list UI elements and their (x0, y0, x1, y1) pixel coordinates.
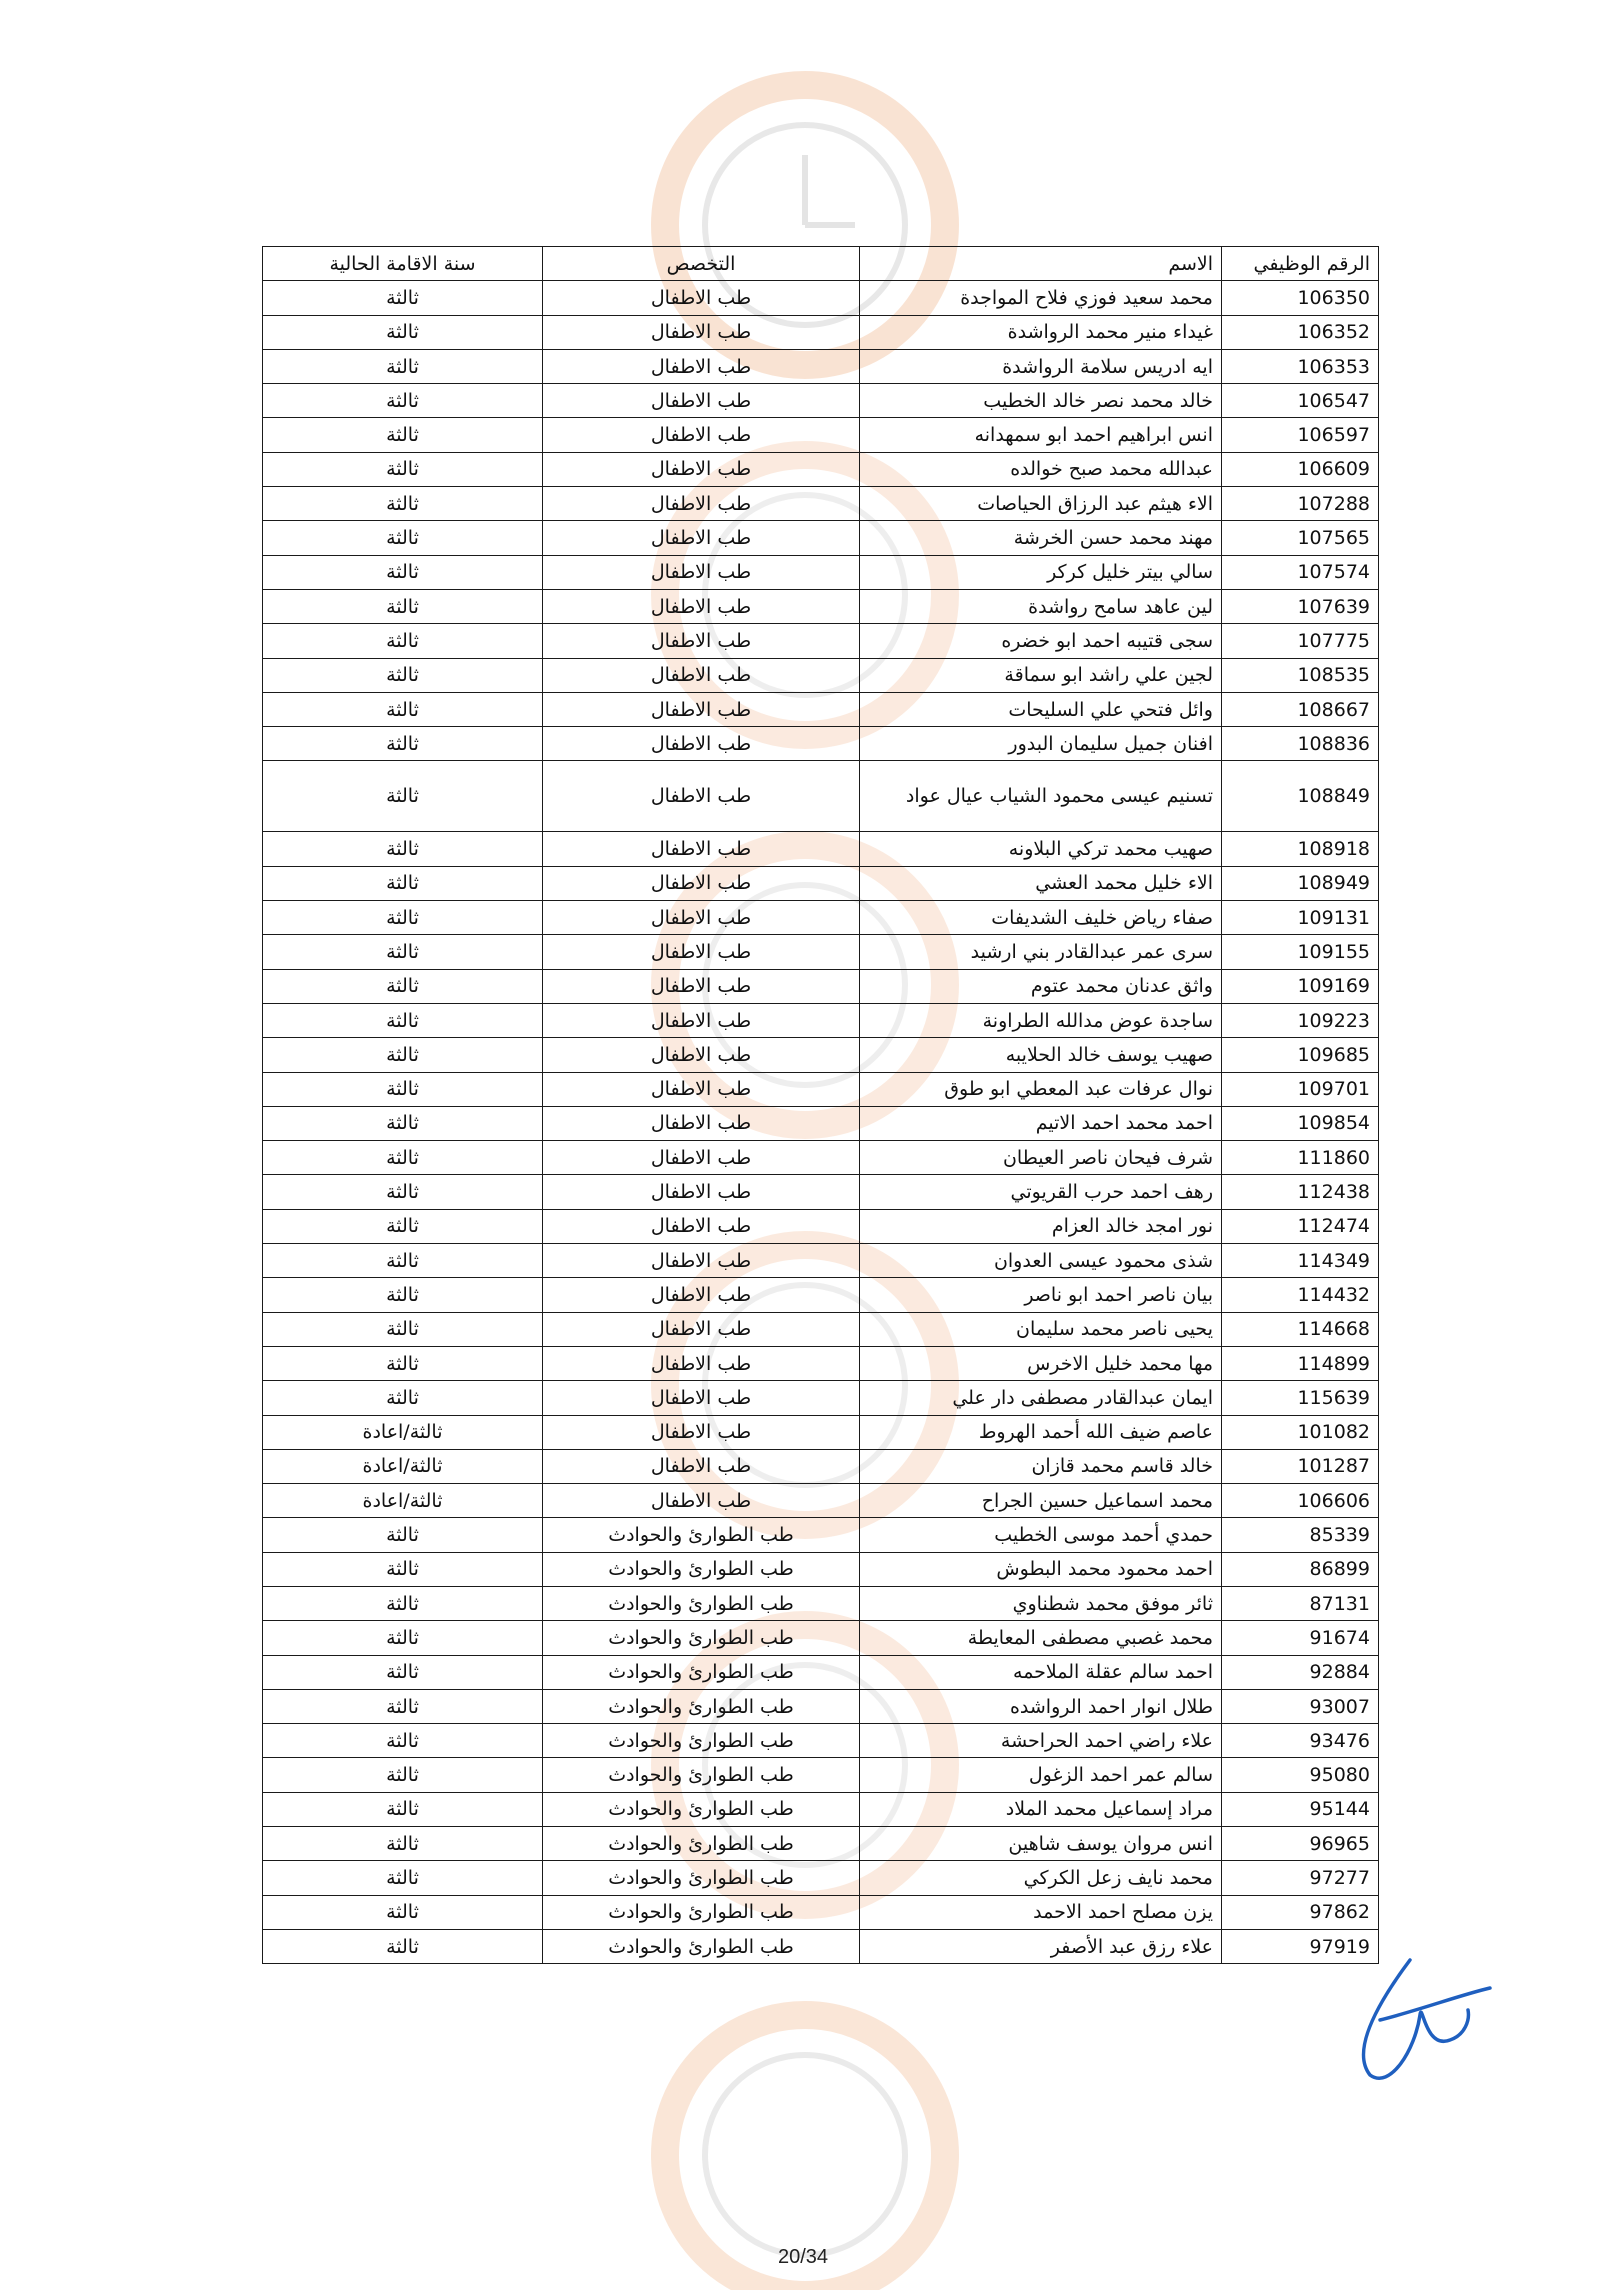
table-row (263, 624, 1379, 658)
name-cell: بيان ناصر احمد ابو ناصر (860, 1278, 1222, 1312)
specialty-cell: طب الطوارئ والحوادث (543, 1655, 860, 1689)
table-body (263, 281, 1379, 1964)
employee-id-cell: 109223 (1222, 1003, 1379, 1037)
name-cell: ايمان عبدالقادر مصطفى دار علي (860, 1381, 1222, 1415)
table-row (263, 1827, 1379, 1861)
residency-year-cell: ثالثة (263, 1724, 543, 1758)
residency-year-cell: ثالثة (263, 624, 543, 658)
residency-year-cell: ثالثة (263, 1106, 543, 1140)
specialty-cell: طب الطوارئ والحوادث (543, 1758, 860, 1792)
table-row (263, 1895, 1379, 1929)
residency-year-cell: ثالثة (263, 1312, 543, 1346)
table-header-row (263, 247, 1379, 281)
name-cell: وائل فتحي علي السليحات (860, 692, 1222, 726)
name-cell: مها محمد خليل الاخرس (860, 1346, 1222, 1380)
table-row (263, 692, 1379, 726)
residency-year-cell: ثالثة (263, 1141, 543, 1175)
residency-year-cell: ثالثة (263, 487, 543, 521)
specialty-cell: طب الطوارئ والحوادث (543, 1552, 860, 1586)
residency-year-cell: ثالثة (263, 901, 543, 935)
residency-year-cell: ثالثة (263, 418, 543, 452)
employee-id-cell: 109169 (1222, 969, 1379, 1003)
name-cell: غيداء منير محمد الرواشدة (860, 315, 1222, 349)
name-cell: علاء رزق عبد الأصفر (860, 1929, 1222, 1963)
specialty-cell: طب الاطفال (543, 727, 860, 761)
table-row (263, 349, 1379, 383)
employee-id-cell: 107565 (1222, 521, 1379, 555)
table-row (263, 589, 1379, 623)
table-row (263, 1724, 1379, 1758)
table-row (263, 1072, 1379, 1106)
name-cell: شذى محمود عيسى العدوان (860, 1244, 1222, 1278)
residency-year-cell: ثالثة (263, 1655, 543, 1689)
table-row (263, 1552, 1379, 1586)
employee-id-cell: 106606 (1222, 1484, 1379, 1518)
name-cell: محمد نايف زعل الكركي (860, 1861, 1222, 1895)
name-cell: الاء خليل محمد العشي (860, 866, 1222, 900)
employee-id-cell: 97277 (1222, 1861, 1379, 1895)
specialty-cell: طب الاطفال (543, 1209, 860, 1243)
specialty-cell: طب الاطفال (543, 589, 860, 623)
specialty-cell: طب الطوارئ والحوادث (543, 1689, 860, 1723)
employee-id-cell: 106352 (1222, 315, 1379, 349)
employee-id-cell: 108535 (1222, 658, 1379, 692)
specialty-cell: طب الاطفال (543, 555, 860, 589)
specialty-cell: طب الاطفال (543, 1346, 860, 1380)
employee-id-cell: 114349 (1222, 1244, 1379, 1278)
specialty-cell: طب الاطفال (543, 1106, 860, 1140)
specialty-cell: طب الاطفال (543, 1141, 860, 1175)
residency-year-cell: ثالثة (263, 349, 543, 383)
name-cell: تسنيم عيسى محمود الشياب عيال عواد (860, 761, 1222, 832)
table-row (263, 418, 1379, 452)
table-row (263, 1312, 1379, 1346)
name-cell: صفاء رياض خليف الشديفات (860, 901, 1222, 935)
specialty-cell: طب الاطفال (543, 1449, 860, 1483)
table-row (263, 1209, 1379, 1243)
table-row (263, 452, 1379, 486)
table-row (263, 1518, 1379, 1552)
table-row (263, 832, 1379, 866)
employee-id-cell: 93476 (1222, 1724, 1379, 1758)
specialty-cell: طب الاطفال (543, 832, 860, 866)
residency-year-cell: ثالثة (263, 1827, 543, 1861)
residency-year-cell: ثالثة/اعادة (263, 1449, 543, 1483)
table-row (263, 1586, 1379, 1620)
table-row (263, 487, 1379, 521)
table-row (263, 1244, 1379, 1278)
name-cell: رهف احمد حرب القريوتي (860, 1175, 1222, 1209)
specialty-cell: طب الطوارئ والحوادث (543, 1724, 860, 1758)
table-row (263, 521, 1379, 555)
specialty-cell: طب الاطفال (543, 281, 860, 315)
table-row (263, 1175, 1379, 1209)
specialty-cell: طب الطوارئ والحوادث (543, 1827, 860, 1861)
header-specialty: التخصص (543, 247, 860, 281)
header-name: الاسم (860, 247, 1222, 281)
employee-id-cell: 107288 (1222, 487, 1379, 521)
table-row (263, 761, 1379, 832)
name-cell: شرف فيحان ناصر العيطان (860, 1141, 1222, 1175)
employee-id-cell: 108949 (1222, 866, 1379, 900)
header-employee-id: الرقم الوظيفي (1222, 247, 1379, 281)
residency-year-cell: ثالثة (263, 315, 543, 349)
specialty-cell: طب الاطفال (543, 384, 860, 418)
specialty-cell: طب الاطفال (543, 1278, 860, 1312)
residency-year-cell: ثالثة (263, 1381, 543, 1415)
specialty-cell: طب الاطفال (543, 1244, 860, 1278)
specialty-cell: طب الاطفال (543, 1381, 860, 1415)
residency-year-cell: ثالثة (263, 1072, 543, 1106)
table-row (263, 1655, 1379, 1689)
table-row (263, 384, 1379, 418)
residency-year-cell: ثالثة (263, 589, 543, 623)
name-cell: مراد إسماعيل محمد الملاد (860, 1792, 1222, 1826)
name-cell: انس مروان يوسف شاهين (860, 1827, 1222, 1861)
name-cell: يحيى ناصر محمد سليمان (860, 1312, 1222, 1346)
name-cell: صهيب يوسف خالد الحلايبه (860, 1038, 1222, 1072)
employee-id-cell: 107775 (1222, 624, 1379, 658)
name-cell: ساجدة عوض مدالله الطراونة (860, 1003, 1222, 1037)
employee-id-cell: 106597 (1222, 418, 1379, 452)
table-row (263, 1758, 1379, 1792)
employee-id-cell: 101287 (1222, 1449, 1379, 1483)
employee-id-cell: 96965 (1222, 1827, 1379, 1861)
name-cell: محمد سعيد فوزي فلاح المواجدة (860, 281, 1222, 315)
employee-id-cell: 93007 (1222, 1689, 1379, 1723)
table-row (263, 658, 1379, 692)
name-cell: عبدالله محمد صبح خوالده (860, 452, 1222, 486)
specialty-cell: طب الاطفال (543, 969, 860, 1003)
specialty-cell: طب الاطفال (543, 866, 860, 900)
residency-year-cell: ثالثة (263, 692, 543, 726)
page-number: 20/34 (777, 2246, 829, 2268)
specialty-cell: طب الاطفال (543, 1003, 860, 1037)
specialty-cell: طب الاطفال (543, 315, 860, 349)
employee-id-cell: 101082 (1222, 1415, 1379, 1449)
employee-id-cell: 107574 (1222, 555, 1379, 589)
specialty-cell: طب الطوارئ والحوادث (543, 1895, 860, 1929)
residency-year-cell: ثالثة (263, 1038, 543, 1072)
name-cell: يزن مصلح احمد الاحمد (860, 1895, 1222, 1929)
name-cell: نوال عرفات عبد المعطي ابو طوق (860, 1072, 1222, 1106)
table-row (263, 281, 1379, 315)
name-cell: احمد محمد احمد الاتيم (860, 1106, 1222, 1140)
table-row (263, 969, 1379, 1003)
residency-year-cell: ثالثة (263, 1929, 543, 1963)
specialty-cell: طب الاطفال (543, 935, 860, 969)
name-cell: خالد قاسم محمد قازان (860, 1449, 1222, 1483)
name-cell: علاء راضي احمد الحراحشة (860, 1724, 1222, 1758)
name-cell: لين عاهد سامح رواشدة (860, 589, 1222, 623)
residency-year-cell: ثالثة (263, 1244, 543, 1278)
residency-year-cell: ثالثة (263, 1758, 543, 1792)
specialty-cell: طب الاطفال (543, 418, 860, 452)
residency-year-cell: ثالثة (263, 1689, 543, 1723)
name-cell: ايه ادريس سلامة الرواشدة (860, 349, 1222, 383)
residency-year-cell: ثالثة (263, 935, 543, 969)
employee-id-cell: 97862 (1222, 1895, 1379, 1929)
table-row (263, 901, 1379, 935)
table-row (263, 1621, 1379, 1655)
name-cell: مهند محمد حسن الخرشة (860, 521, 1222, 555)
name-cell: صهيب محمد تركي البلاونه (860, 832, 1222, 866)
employee-id-cell: 115639 (1222, 1381, 1379, 1415)
residency-year-cell: ثالثة (263, 1209, 543, 1243)
employee-id-cell: 112474 (1222, 1209, 1379, 1243)
name-cell: الاء هيثم عبد الرزاق الحياصات (860, 487, 1222, 521)
residency-year-cell: ثالثة (263, 1278, 543, 1312)
name-cell: سالي بيتر خليل كركر (860, 555, 1222, 589)
specialty-cell: طب الاطفال (543, 487, 860, 521)
specialty-cell: طب الاطفال (543, 624, 860, 658)
employee-id-cell: 108836 (1222, 727, 1379, 761)
specialty-cell: طب الاطفال (543, 658, 860, 692)
name-cell: سجى قتيبه احمد ابو خضره (860, 624, 1222, 658)
residency-year-cell: ثالثة (263, 555, 543, 589)
residency-year-cell: ثالثة (263, 727, 543, 761)
employee-id-cell: 109131 (1222, 901, 1379, 935)
employee-id-cell: 109854 (1222, 1106, 1379, 1140)
table-row (263, 315, 1379, 349)
name-cell: عاصم ضيف الله أحمد الهروط (860, 1415, 1222, 1449)
name-cell: ثائر موفق محمد شطناوي (860, 1586, 1222, 1620)
residency-year-cell: ثالثة (263, 1792, 543, 1826)
specialty-cell: طب الاطفال (543, 452, 860, 486)
table-row (263, 935, 1379, 969)
employee-id-cell: 107639 (1222, 589, 1379, 623)
residency-year-cell: ثالثة (263, 1586, 543, 1620)
name-cell: سرى عمر عبدالقادر بني ارشيد (860, 935, 1222, 969)
employee-id-cell: 86899 (1222, 1552, 1379, 1586)
residents-table (262, 246, 1379, 1964)
residency-year-cell: ثالثة (263, 1861, 543, 1895)
residency-year-cell: ثالثة (263, 1175, 543, 1209)
employee-id-cell: 106547 (1222, 384, 1379, 418)
residency-year-cell: ثالثة (263, 658, 543, 692)
name-cell: لجين علي راشد ابو سماقة (860, 658, 1222, 692)
employee-id-cell: 114668 (1222, 1312, 1379, 1346)
employee-id-cell: 112438 (1222, 1175, 1379, 1209)
employee-id-cell: 108849 (1222, 761, 1379, 832)
residency-year-cell: ثالثة (263, 281, 543, 315)
table-row (263, 1381, 1379, 1415)
name-cell: حمدي أحمد موسى الخطيب (860, 1518, 1222, 1552)
specialty-cell: طب الاطفال (543, 1175, 860, 1209)
employee-id-cell: 111860 (1222, 1141, 1379, 1175)
specialty-cell: طب الطوارئ والحوادث (543, 1792, 860, 1826)
table-row (263, 1792, 1379, 1826)
residency-year-cell: ثالثة (263, 969, 543, 1003)
name-cell: افنان جميل سليمان البدور (860, 727, 1222, 761)
table-row (263, 1278, 1379, 1312)
residency-year-cell: ثالثة (263, 384, 543, 418)
name-cell: انس ابراهيم احمد ابو سمهدانه (860, 418, 1222, 452)
specialty-cell: طب الاطفال (543, 1484, 860, 1518)
employee-id-cell: 95144 (1222, 1792, 1379, 1826)
employee-id-cell: 108918 (1222, 832, 1379, 866)
table-row (263, 866, 1379, 900)
employee-id-cell: 92884 (1222, 1655, 1379, 1689)
employee-id-cell: 109685 (1222, 1038, 1379, 1072)
employee-id-cell: 106350 (1222, 281, 1379, 315)
header-residency-year: سنة الاقامة الحالية (263, 247, 543, 281)
specialty-cell: طب الاطفال (543, 1312, 860, 1346)
name-cell: نور امجد خالد العزام (860, 1209, 1222, 1243)
employee-id-cell: 87131 (1222, 1586, 1379, 1620)
employee-id-cell: 114432 (1222, 1278, 1379, 1312)
employee-id-cell: 85339 (1222, 1518, 1379, 1552)
employee-id-cell: 106609 (1222, 452, 1379, 486)
employee-id-cell: 109155 (1222, 935, 1379, 969)
watermark-clock-icon (640, 1990, 970, 2290)
employee-id-cell: 114899 (1222, 1346, 1379, 1380)
specialty-cell: طب الطوارئ والحوادث (543, 1518, 860, 1552)
residency-year-cell: ثالثة (263, 1552, 543, 1586)
residency-year-cell: ثالثة (263, 761, 543, 832)
residency-year-cell: ثالثة (263, 866, 543, 900)
specialty-cell: طب الطوارئ والحوادث (543, 1861, 860, 1895)
employee-id-cell: 91674 (1222, 1621, 1379, 1655)
name-cell: محمد غصبي مصطفى المعايطة (860, 1621, 1222, 1655)
table-row (263, 727, 1379, 761)
employee-id-cell: 97919 (1222, 1929, 1379, 1963)
name-cell: خالد محمد نصر خالد الخطيب (860, 384, 1222, 418)
table-row (263, 1106, 1379, 1140)
table-row (263, 1484, 1379, 1518)
specialty-cell: طب الاطفال (543, 761, 860, 832)
name-cell: احمد محمود محمد البطوش (860, 1552, 1222, 1586)
residency-year-cell: ثالثة (263, 452, 543, 486)
table-row (263, 1346, 1379, 1380)
table-row (263, 1929, 1379, 1963)
table-row (263, 1689, 1379, 1723)
table-row (263, 555, 1379, 589)
name-cell: طلال انوار احمد الرواشده (860, 1689, 1222, 1723)
employee-id-cell: 108667 (1222, 692, 1379, 726)
residency-year-cell: ثالثة/اعادة (263, 1484, 543, 1518)
employee-id-cell: 106353 (1222, 349, 1379, 383)
employee-id-cell: 95080 (1222, 1758, 1379, 1792)
residency-year-cell: ثالثة (263, 1518, 543, 1552)
table-row (263, 1449, 1379, 1483)
table-row (263, 1861, 1379, 1895)
specialty-cell: طب الطوارئ والحوادث (543, 1929, 860, 1963)
name-cell: محمد اسماعيل حسين الجراح (860, 1484, 1222, 1518)
specialty-cell: طب الاطفال (543, 901, 860, 935)
residency-year-cell: ثالثة (263, 1346, 543, 1380)
name-cell: واثق عدنان محمد عتوم (860, 969, 1222, 1003)
residency-year-cell: ثالثة (263, 1621, 543, 1655)
specialty-cell: طب الطوارئ والحوادث (543, 1586, 860, 1620)
specialty-cell: طب الطوارئ والحوادث (543, 1621, 860, 1655)
residency-year-cell: ثالثة (263, 1003, 543, 1037)
table-row (263, 1038, 1379, 1072)
table-row (263, 1415, 1379, 1449)
residency-year-cell: ثالثة (263, 1895, 543, 1929)
specialty-cell: طب الاطفال (543, 349, 860, 383)
table-row (263, 1141, 1379, 1175)
table-row (263, 1003, 1379, 1037)
name-cell: سالم عمر احمد الزغول (860, 1758, 1222, 1792)
signature-mark (1340, 1940, 1500, 2094)
name-cell: احمد سالم عقلة الملاحمه (860, 1655, 1222, 1689)
specialty-cell: طب الاطفال (543, 692, 860, 726)
specialty-cell: طب الاطفال (543, 1038, 860, 1072)
specialty-cell: طب الاطفال (543, 1072, 860, 1106)
specialty-cell: طب الاطفال (543, 1415, 860, 1449)
employee-id-cell: 109701 (1222, 1072, 1379, 1106)
residency-year-cell: ثالثة/اعادة (263, 1415, 543, 1449)
residency-year-cell: ثالثة (263, 521, 543, 555)
residency-year-cell: ثالثة (263, 832, 543, 866)
specialty-cell: طب الاطفال (543, 521, 860, 555)
